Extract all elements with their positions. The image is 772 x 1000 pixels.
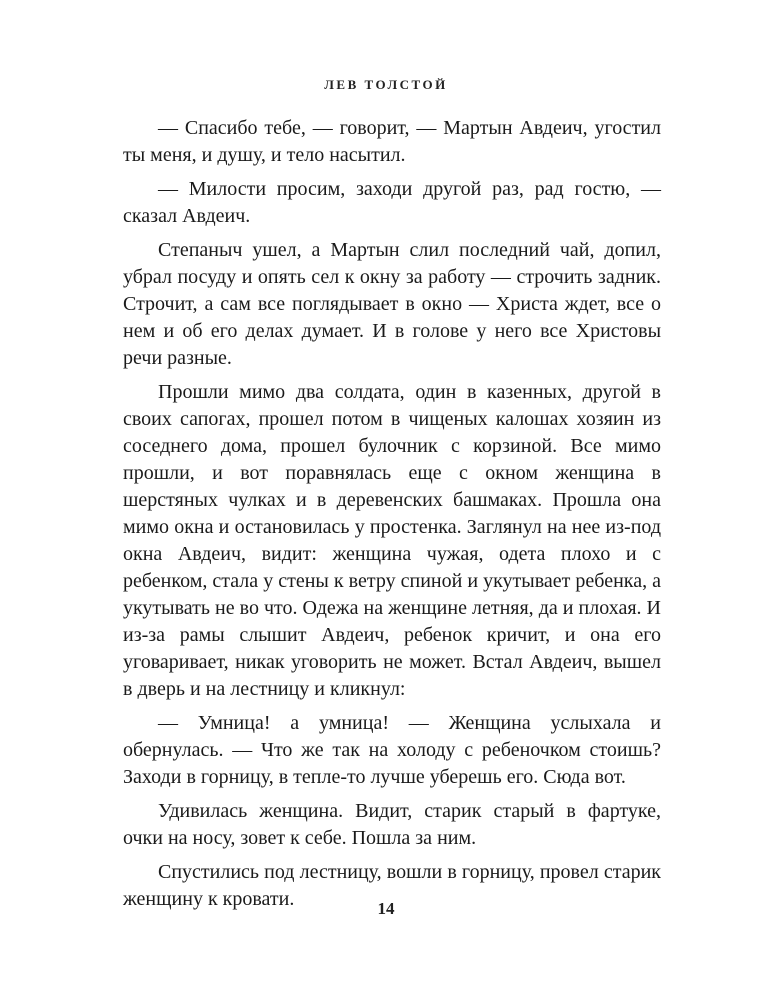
paragraph: Спустились под лестницу, вошли в горницу, провел старик женщину к кровати. (123, 861, 661, 910)
paragraph: Удивилась женщина. Видит, старик старый в фартуке, очки на носу, зовет к себе. Пошла за ним. (123, 800, 661, 849)
paragraph: — Спасибо тебе, — говорит, — Мартын Авдеич, угостил ты меня, и душу, и тело насытил. (123, 117, 661, 166)
page-number: 14 (377, 899, 395, 918)
paragraph: Степаныч ушел, а Мартын слил последний чай, допил, убрал посуду и опять сел к окну за работу — строчить задник. Строчит, а сам все поглядывает в окно — Христа ждет, все о нем и об его делах думает. И в голове у него все Христовы речи разные. (123, 239, 661, 369)
paragraph: — Умница! а умница! — Женщина услыхала и обернулась. — Что же так на холоду с ребеночком стоишь? Заходи в горницу, в тепле-то лучше уберешь его. Сюда вот. (123, 712, 661, 788)
paragraph: Прошли мимо два солдата, один в казенных, другой в своих сапогах, прошел потом в чищеных калошах хозяин из соседнего дома, прошел булочник с корзиной. Все мимо прошли, и вот поравнялась еще с окном женщина в шерстяных чулках и в деревенских башмаках. Прошла она мимо окна и остановилась у простенка. Заглянул на нее из-под окна Авдеич, видит: женщина чужая, одета плохо и с ребенком, стала у стены к ветру спиной и укутывает ребенка, а укутывать не во что. Одежа на женщине летняя, да и плохая. И из-за рамы слышит Авдеич, ребенок кричит, и она его уговаривает, никак уговорить не может. Встал Авдеич, вышел в дверь и на лестницу и кликнул: (123, 381, 661, 700)
paragraph: — Милости просим, заходи другой раз, рад гостю, — сказал Авдеич. (123, 178, 661, 227)
running-head-author: ЛЕВ ТОЛСТОЙ (324, 77, 448, 92)
body-text (123, 115, 661, 913)
